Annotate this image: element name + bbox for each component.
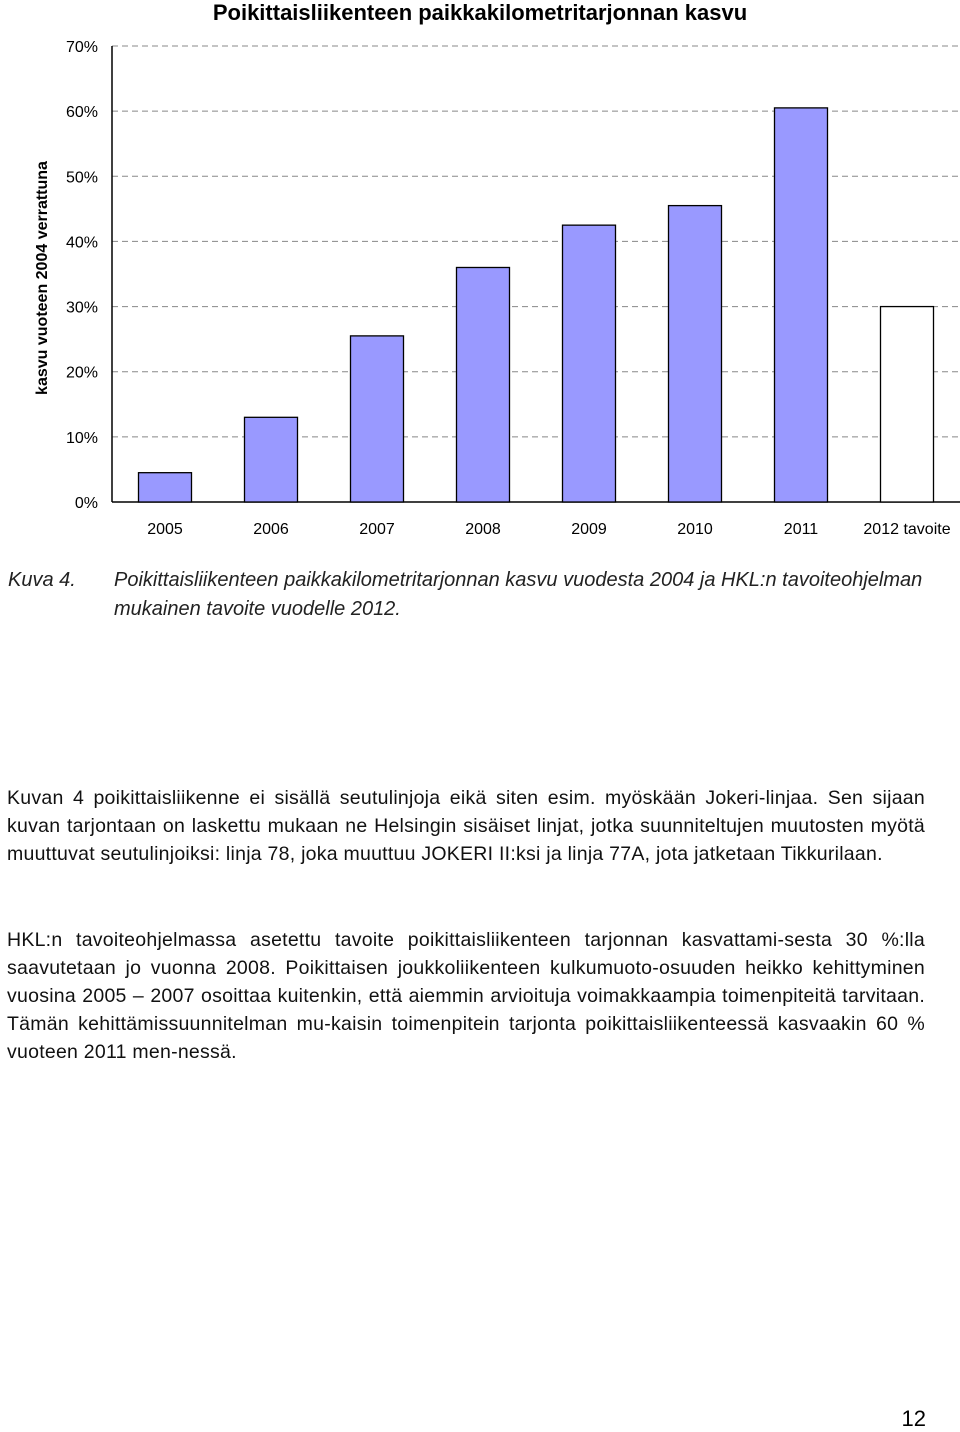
y-tick-label: 60% [65,104,98,122]
bar [351,336,404,502]
chart-axes [112,46,960,502]
bar [563,225,616,502]
bar [775,108,828,502]
y-tick-label: 70% [65,39,98,56]
bar [139,473,192,502]
y-tick-label: 50% [65,169,98,187]
chart-gridlines [112,46,960,437]
bar [669,206,722,502]
x-tick-label: 2012 tavoite [863,521,951,538]
bar-chart [0,0,960,545]
x-tick-label: 2009 [571,521,607,538]
y-tick-label: 0% [74,495,98,512]
chart-title: Poikittaisliikenteen paikkakilometritarjonnan kasvu [212,0,748,25]
bar [457,267,510,502]
body-paragraph-1: Kuvan 4 poikittaisliikenne ei sisällä seutulinjoja eikä siten esim. myöskään Jokeri-linjaa. Sen sijaan kuvan tarjontaan on laskettu mukaan ne Helsingin sisäiset linjat, jotka suunniteltujen muutosten myötä muuttuvat seutulinjoiksi: linja 78, joka muuttuu JOKERI II:ksi ja linja 77A, jota jatketaan Tikkurilaan. [7,786,925,865]
y-tick-label: 20% [65,364,98,382]
chart-bars [139,108,934,502]
y-axis-label: kasvu vuoteen 2004 verrattuna [34,161,51,395]
y-tick-label: 30% [65,299,98,317]
x-tick-label: 2010 [677,521,713,538]
y-tick-labels [66,39,98,512]
x-tick-label: 2007 [359,521,395,538]
y-tick-label: 10% [65,429,98,447]
x-tick-label: 2006 [253,521,289,538]
x-tick-label: 2008 [465,521,501,538]
bar-target [881,307,934,502]
body-paragraph-2: HKL:n tavoiteohjelmassa asetettu tavoite poikittaisliikenteen tarjonnan kasvattami-sesta 30 %:lla saavutetaan jo vuonna 2008. Poikittaisen joukkoliikenteen kulkumuoto-osuuden heikko kehittyminen vuosina 2005 – 2007 osoittaa kuitenkin, että aiemmin arvioituja voimakkaampia toimenpiteitä tarvitaan. Tämän kehittämissuunnitelman mu-kaisin toimenpitein tarjonta poikittaisliikenteessä kasvaakin 60 % vuoteen 2011 men-nessä. [7,928,925,1063]
caption-text: Poikittaisliikenteen paikkakilometritarjonnan kasvu vuodesta 2004 ja HKL:n tavoiteohjelman mukainen tavoite vuodelle 2012. [114,569,923,620]
caption-label: Kuva 4. [8,569,76,591]
bar [245,417,298,502]
page-number: 12 [901,1406,926,1431]
x-tick-label: 2005 [147,521,183,538]
x-tick-label: 2011 [783,521,819,538]
y-tick-label: 40% [65,234,98,252]
x-tick-labels [147,521,950,538]
